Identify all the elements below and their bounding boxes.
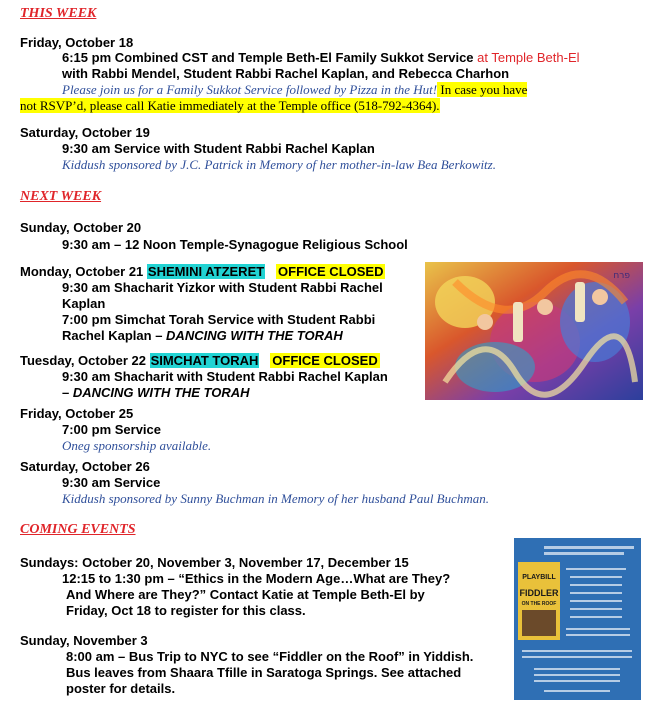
event-text: 6:15 pm Combined CST and Temple Beth-El Family Sukkot Service [62,50,478,65]
holiday-badge: SIMCHAT TORAH [150,353,259,368]
event-emphasis: DANCING WITH THE TORAH [166,328,343,343]
day-text: Tuesday, October 22 [20,353,150,368]
location-text: at Temple Beth-El [477,50,580,65]
day-heading: Sunday, November 3 [20,633,148,648]
event-line: 9:30 am Service [62,475,161,490]
event-line: 7:00 pm Service [62,422,162,437]
day-heading [20,353,380,368]
event-line: 8:00 am – Bus Trip to NYC to see “Fiddler on the Roof” in Yiddish. [66,649,474,664]
event-line [62,385,250,400]
rsvp-text: not RSVP’d, please call Katie immediately at the Temple office (518-792-4364). [20,98,440,113]
event-note [20,98,440,114]
note-text: Oneg sponsorship available. [62,438,212,453]
day-heading [20,264,385,279]
day-heading: Friday, October 25 [20,406,134,421]
day-text: Monday, October 21 [20,264,147,279]
office-closed-badge: OFFICE CLOSED [278,264,384,279]
event-line: And Where are They?” Contact Katie at Temple Beth-El by [66,587,425,602]
section-next-week: NEXT WEEK [20,189,102,204]
event-emphasis: DANCING WITH THE TORAH [72,385,250,400]
event-line: with Rabbi Mendel, Student Rabbi Rachel Kaplan, and Rebecca Charhon [62,66,510,81]
section-coming-events: COMING EVENTS [20,522,136,537]
day-heading: Saturday, October 26 [20,459,150,474]
note-text: Kiddush sponsored by Sunny Buchman in Memory of her husband Paul Buchman. [62,491,490,506]
event-note [62,157,496,173]
section-this-week: THIS WEEK [20,6,97,21]
event-line: 12:15 to 1:30 pm – “Ethics in the Modern Age…What are They? [62,571,451,586]
event-line: 9:30 am Shacharit with Student Rabbi Rachel Kaplan [62,369,388,384]
day-heading: Friday, October 18 [20,35,134,50]
event-line: 9:30 am – 12 Noon Temple-Synagogue Religious School [62,237,408,252]
poster-playbill: PLAYBILL [522,574,556,581]
day-heading: Sundays: October 20, November 3, November 17, December 15 [20,555,409,570]
rsvp-text: In case you have [437,82,528,97]
event-line: 9:30 am Shacharit Yizkor with Student Rabbi Rachel [62,280,383,295]
event-note [62,82,527,98]
office-closed-badge: OFFICE CLOSED [272,353,378,368]
poster-subtitle: ON THE ROOF [521,601,557,607]
torah-dancing-painting [425,262,643,400]
event-text: Rachel Kaplan – [62,328,167,343]
day-heading: Saturday, October 19 [20,125,150,140]
poster-title: FIDDLER [519,588,559,598]
event-line [62,50,580,65]
event-line: Friday, Oct 18 to register for this class. [66,603,306,618]
day-heading: Sunday, October 20 [20,220,142,235]
event-note [62,438,211,454]
event-note [62,491,489,507]
note-text: Please join us for a Family Sukkot Service followed by Pizza in the Hut! [62,82,438,97]
event-line: 9:30 am Service with Student Rabbi Rachel Kaplan [62,141,375,156]
event-line: Kaplan [62,296,106,311]
holiday-badge: SHEMINI ATZERET [147,264,265,279]
fiddler-poster [514,538,641,700]
event-line: Bus leaves from Shaara Tfille in Saratoga Springs. See attached [66,665,462,680]
event-line: 7:00 pm Simchat Torah Service with Student Rabbi [62,312,376,327]
event-line [62,328,343,343]
painting-caption: פרח [613,271,630,281]
note-text: Kiddush sponsored by J.C. Patrick in Memory of her mother-in-law Bea Berkowitz. [62,157,496,172]
event-line: poster for details. [66,681,176,696]
event-text: – [62,385,73,400]
